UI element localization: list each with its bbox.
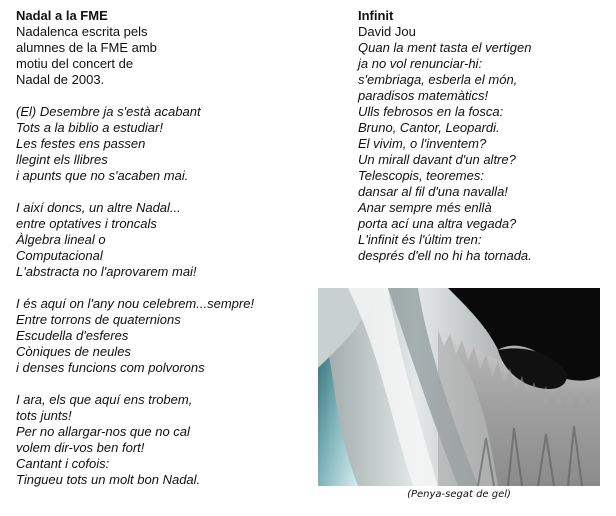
verse-line: L'infinit és l'últim tren:: [358, 232, 482, 247]
verse-line: Bruno, Cantor, Leopardi.: [358, 120, 500, 135]
verse-line: porta ací una altra vegada?: [358, 216, 517, 231]
stanza-2: [16, 200, 316, 280]
left-poem: [16, 8, 316, 488]
verse-line: Ulls febrosos en la fosca:: [358, 104, 504, 119]
verse-line: L'abstracta no l'aprovarem mai!: [16, 264, 197, 279]
verse-line: I així doncs, un altre Nadal...: [16, 200, 181, 215]
verse-line: llegint els llibres: [16, 152, 108, 167]
stanza-3: [16, 296, 316, 376]
verse-line: i apunts que no s'acaben mai.: [16, 168, 189, 183]
verse-line: tots junts!: [16, 408, 72, 423]
verse-line: Escudella d'esferes: [16, 328, 129, 343]
verse-line: Còniques de neules: [16, 344, 131, 359]
verse-line: ja no vol renunciar-hi:: [358, 56, 483, 71]
verse-line: Àlgebra lineal o: [16, 232, 106, 247]
stanza-1: [16, 104, 316, 184]
verse-line: (El) Desembre ja s'està acabant: [16, 104, 201, 119]
verse-line: Tingueu tots un molt bon Nadal.: [16, 472, 201, 487]
verse-line: Anar sempre més enllà: [358, 200, 492, 215]
verse-line: El vivim, o l'inventem?: [358, 136, 487, 151]
verse-line: Les festes ens passen: [16, 136, 146, 151]
right-poem: [358, 8, 608, 264]
verse-line: Telescopis, teoremes:: [358, 168, 484, 183]
intro-line: Nadal de 2003.: [16, 72, 105, 87]
verse-line: Computacional: [16, 248, 103, 263]
left-poem-title: Nadal a la FME: [16, 8, 108, 23]
right-poem-title: Infinit: [358, 8, 394, 23]
intro-line: motiu del concert de: [16, 56, 134, 71]
left-poem-intro: [16, 24, 316, 88]
fractal-ice-cliff-image: [318, 288, 600, 486]
verse-line: I ara, els que aquí ens trobem,: [16, 392, 193, 407]
intro-line: alumnes de la FME amb: [16, 40, 157, 55]
right-poem-verses: [358, 40, 608, 264]
verse-line: s'embriaga, esberla el món,: [358, 72, 518, 87]
figure-caption: (Penya-segat de gel): [407, 489, 511, 500]
stanza-4: [16, 392, 316, 488]
verse-line: I és aquí on l'any nou celebrem...sempre!: [16, 296, 255, 311]
verse-line: Tots a la biblio a estudiar!: [16, 120, 163, 135]
verse-line: entre optatives i troncals: [16, 216, 157, 231]
verse-line: volem dir-vos ben fort!: [16, 440, 145, 455]
right-poem-author: David Jou: [358, 24, 416, 39]
verse-line: Entre torrons de quaternions: [16, 312, 181, 327]
verse-line: dansar al fil d'una navalla!: [358, 184, 508, 199]
verse-line: paradisos matemàtics!: [358, 88, 489, 103]
verse-line: Un mirall davant d'un altre?: [358, 152, 516, 167]
verse-line: després d'ell no hi ha tornada.: [358, 248, 532, 263]
verse-line: Quan la ment tasta el vertigen: [358, 40, 532, 55]
verse-line: i denses funcions com polvorons: [16, 360, 205, 375]
verse-line: Per no allargar-nos que no cal: [16, 424, 190, 439]
verse-line: Cantant i cofois:: [16, 456, 110, 471]
intro-line: Nadalenca escrita pels: [16, 24, 148, 39]
